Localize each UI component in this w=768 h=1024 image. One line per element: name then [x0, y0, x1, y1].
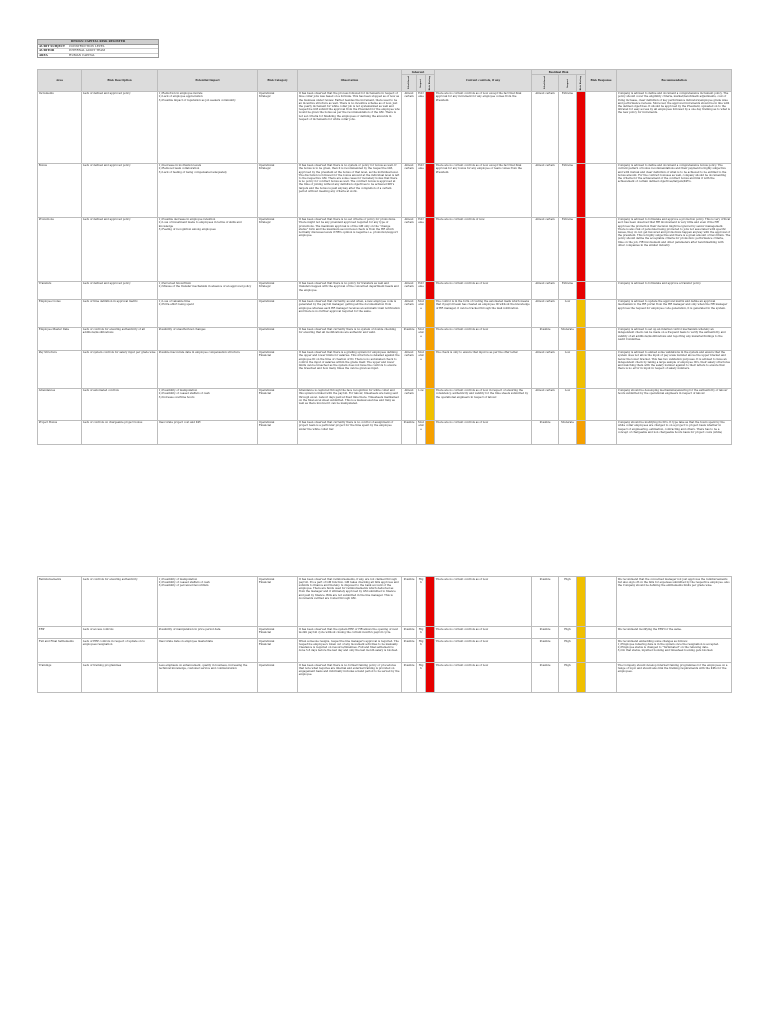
- residual-likelihood-cell: Possible: [532, 327, 559, 350]
- observation-cell: It has been observed that there is no system or policy for bonus as well. If the bonus is to be given, then it is recommended by the respective GM, approved by the president at the bonus of that level, as the individual level. The discretion is followed for the bonus amount at the individual level is left to the respective GM. There are some cases for monetary bonus that there is no policy for contract bonus as well. The contract bonus is approved at the time of joining without any definition objectives to be achieved KPI's targets and the bonus is paid anyway after the completion of a certain period without meeting any criteria at work.: [298, 163, 402, 217]
- risk-description-cell: Lack of time definition in approval matrix: [82, 299, 158, 327]
- area-cell: Promotions: [38, 217, 82, 281]
- area-cell: ERP: [38, 627, 82, 639]
- recommendation-cell: We recommend modifying the ERP for the same.: [617, 627, 732, 639]
- risk-row: [38, 327, 732, 350]
- potential-impact-cell: 1) Possibility of manipulation 2) Possibility of ceased staffers of cash 3) Possibility of perceived favouritism: [158, 577, 258, 627]
- current-controls-cell: There are no current controls of now: [435, 217, 532, 281]
- col-inherent-rating: Risk Rating: [426, 75, 435, 91]
- recommendation-cell: Company is advised to formulate and approve a promotion policy. This is very critical as it has been observed that HR involvement is very little and even if the HR approves the promotion their decision might be ignored by senior management. There is also risk of personnel being promoted to jobs not associated with specific issues, they do not get favoured and promotions happen anyway with the approval of the president. This is highly subjective and there is a great amount of favoritism. The policy should define the acceptable criteria for promotion: performance criteria, time on the job, HR involvement and other parameters after benchmarking with other companies in the similar industry.: [617, 217, 732, 281]
- inherent-likelihood-cell: Almost certain: [402, 388, 417, 420]
- residual-likelihood-cell: Almost certain: [532, 163, 559, 217]
- risk-description-cell: Lack of controls for ensuring authenticity of all additions/modifications: [82, 327, 158, 350]
- current-controls-cell: There are no current controls as of now: [435, 663, 532, 693]
- residual-rating-cell: [577, 327, 586, 350]
- residual-rating-cell: [577, 420, 586, 444]
- residual-likelihood-cell: Possible: [532, 577, 559, 627]
- risk-category-cell: Operational: [258, 663, 298, 693]
- meta-key: AUDIT SUBJECT: [39, 43, 65, 48]
- risk-row: [38, 639, 732, 663]
- risk-category-cell: Operational Financial: [258, 639, 298, 663]
- meta-row: [38, 54, 158, 58]
- inherent-impact-cell: High: [417, 663, 426, 693]
- col-residual: Residual Risk: [532, 70, 586, 75]
- risk-row: [38, 281, 732, 299]
- observation-cell: It has been observed that the system ERP or HR allows the opening of next month payroll cycle without closing the current month's payroll cycle.: [298, 627, 402, 639]
- col-observation: Observation: [298, 70, 402, 92]
- residual-impact-cell: High: [559, 663, 577, 693]
- residual-rating-cell: [577, 217, 586, 281]
- col-risk: Risk Description: [82, 70, 158, 92]
- potential-impact-cell: 1) Possible decrease in employee retention 2) Loss of investment made to employees in terms of skills and knowledge 3) Feeling of recognition among employees: [158, 217, 258, 281]
- risk-row: [38, 299, 732, 327]
- inherent-rating-cell: [426, 281, 435, 299]
- inherent-rating-cell: [426, 639, 435, 663]
- observation-cell: It has been observed that currently there is no system of double checking for ensuring that all modifications are authentic and valid.: [298, 327, 402, 350]
- risk-response-cell: [586, 350, 617, 388]
- meta-value: CONSTRUCTION LEVEL: [69, 43, 105, 48]
- risk-register-table-page2: [37, 576, 732, 693]
- col-area: Area: [38, 70, 82, 92]
- recommendation-cell: Company is advised to update the approval matrix and define an approval mechanism to the HR portal from the HR manager and only when the HR manager approves the request for employee code generation, it is generated in the system.: [617, 299, 732, 327]
- meta-key: AUDITOR: [39, 48, 55, 53]
- potential-impact-cell: Inaccurate data on employee masterdata: [158, 639, 258, 663]
- inherent-impact-cell: Extreme: [417, 217, 426, 281]
- col-inherent: Inherent: [402, 70, 435, 75]
- risk-description-cell: Lack of training programmes: [82, 663, 158, 693]
- inherent-impact-cell: Moderate: [417, 327, 426, 350]
- risk-description-cell: Lack of access controls: [82, 627, 158, 639]
- meta-key: AREA: [39, 52, 48, 57]
- inherent-likelihood-cell: Almost certain: [402, 350, 417, 388]
- inherent-likelihood-cell: Possible: [402, 327, 417, 350]
- page2-body: [38, 577, 732, 693]
- risk-response-cell: [586, 163, 617, 217]
- inherent-likelihood-cell: Almost certain: [402, 299, 417, 327]
- potential-impact-cell: 1) Reduction in employee morale 2) Lack of employee appreciation 3) Possible impact of reputation as job seekers community: [158, 91, 258, 163]
- inherent-rating-cell: [426, 91, 435, 163]
- current-controls-cell: There are no current controls as of now: [435, 639, 532, 663]
- inherent-impact-cell: Moderate: [417, 299, 426, 327]
- inherent-rating-cell: [426, 299, 435, 327]
- residual-likelihood-cell: Possible: [532, 639, 559, 663]
- potential-impact-cell: 1) Loss of valuable time 2) Extra effort being spent: [158, 299, 258, 327]
- recommendation-cell: Company is advised to define and document a comprehensive bonus policy. The current pattern of bonus recommendations and their payment is highly subjective and with mutual and clear definition of what is to be achieved to be entitled to the bonus amount. For the contract bonuses as well, company should be documenting the criteria for the achievement of the contract bonus and link it with the achievement of certain defined objectives/targets/KPI's.: [617, 163, 732, 217]
- risk-description-cell: Lack of controls for ensuring authenticity: [82, 577, 158, 627]
- col-residual-likelihood: Likelihood: [532, 75, 559, 91]
- col-recommendation: Recommendation: [617, 70, 732, 92]
- col-residual-rating: Risk Rating: [577, 75, 586, 91]
- inherent-likelihood-cell: Possible: [402, 639, 417, 663]
- area-cell: Increments: [38, 91, 82, 163]
- recommendation-cell: Company should be modifying its ID's. It type take as that the hours spent by the white collar employees are charged to on a project to project basis whether in respect of engineering, estimation, contracting and others. There has to be a concept of chargeable and non chargeable hours basis for project costs (white): [617, 420, 732, 444]
- recommendation-cell: Company is advised to formulate and approve a transfer policy.: [617, 281, 732, 299]
- area-cell: Transfers: [38, 281, 82, 299]
- residual-impact-cell: Low: [559, 388, 577, 420]
- residual-likelihood-cell: Almost certain: [532, 388, 559, 420]
- residual-likelihood-cell: Possible: [532, 627, 559, 639]
- inherent-impact-cell: Extreme: [417, 281, 426, 299]
- inherent-impact-cell: High: [417, 639, 426, 663]
- area-cell: Employee Master Data: [38, 327, 82, 350]
- area-cell: Bonus: [38, 163, 82, 217]
- inherent-impact-cell: Moderate: [417, 350, 426, 388]
- inherent-rating-cell: [426, 350, 435, 388]
- risk-category-cell: Operational Strategic: [258, 281, 298, 299]
- risk-category-cell: Operational: [258, 299, 298, 327]
- observation-cell: It has been observed that there is no policy for transfers as well and transfers happen with the approval of the concerned department heads and the employee.: [298, 281, 402, 299]
- inherent-rating-cell: [426, 663, 435, 693]
- risk-description-cell: Lack of defined and approved policy: [82, 91, 158, 163]
- area-cell: Trainings: [38, 663, 82, 693]
- current-controls-cell: There are no current controls as of now: [435, 327, 532, 350]
- residual-impact-cell: High: [559, 639, 577, 663]
- current-controls-cell: The check is only to ensure that input is as per the offer letter.: [435, 350, 532, 388]
- area-cell: Attendances: [38, 388, 82, 420]
- risk-response-cell: [586, 388, 617, 420]
- risk-description-cell: Lack of defined and approved policy: [82, 281, 158, 299]
- recommendation-cell: Company is advised to define and document a comprehensive increment policy. The policy should cover the eligibility criteria, market/benchmark adjustments, cost of living increase, clear definition of key performance indicators/employee grade wise and performance reviews. Moreover, the approved increments should be in line with the defined objectives. It should be approved by the President, uploaded on to the intranet for easy access by all employees followed by a one day training as to what is the new policy for increments.: [617, 91, 732, 163]
- inherent-rating-cell: [426, 420, 435, 444]
- recommendation-cell: We recommend embedding some changes as follows: 1) Employee relieving date is in the system once the resignation is accepted. 2) Employee status is changed to "Terminated" on the relieving date. 3) On that status, inputted booking and timesheet booking gets blocked.: [617, 639, 732, 663]
- risk-response-cell: [586, 91, 617, 163]
- area-cell: Project Bonus: [38, 420, 82, 444]
- col-category: Risk Category: [258, 70, 298, 92]
- potential-impact-cell: Less emphasis on enhancement, quality in business, increasing the technical knowledge, customer service and communication: [158, 663, 258, 693]
- risk-row: [38, 663, 732, 693]
- potential-impact-cell: 1) Perceived favouritism 2) Misuse of the transfer mechanism in absence of an approved policy: [158, 281, 258, 299]
- risk-row: [38, 577, 732, 627]
- risk-row: [38, 350, 732, 388]
- residual-likelihood-cell: Almost certain: [532, 217, 559, 281]
- current-controls-cell: There are no current controls as of now in respect of ensuring the consistency, authenticity and validity for the time sheets submitted by the operational engineers in respect of labour.: [435, 388, 532, 420]
- risk-category-cell: Operational Strategic: [258, 163, 298, 217]
- risk-response-cell: [586, 420, 617, 444]
- inherent-likelihood-cell: Almost certain: [402, 281, 417, 299]
- risk-response-cell: [586, 281, 617, 299]
- potential-impact-cell: 1) Possibility of manipulation 2) Possibility of ceased staffers of cash 3) Increase overtime hours: [158, 388, 258, 420]
- col-inherent-likelihood: Likelihood: [402, 75, 417, 91]
- observation-cell: It has been observed that there is a grading system for employees defining the upper and lower limits for salaries. This structure is detailed against the employee ID on the time of creation of ID. There is no automated check to control the input of salaries within the grade itself. The upper and lower limits can be breached as the system does not have the controls to ensure the breached and how many times the can be given as input.: [298, 350, 402, 388]
- area-cell: Reimbursements: [38, 577, 82, 627]
- recommendation-cell: Company is advised to embed some validations in the system and ensure that the system does not allow the input of pay scale number above the upper bracket and below the lower bracket. This has two validation purposes. It is advised to have an independent check by taking a large sample of employee ID's, their salary structures and matching them with the salary number against to their letters to ensure that there is no error in input in respect of salary numbers.: [617, 350, 732, 388]
- report-title: DESIGN CAPITAL RISK REGISTER: [38, 40, 158, 45]
- area-cell: Employee Codes: [38, 299, 82, 327]
- residual-likelihood-cell: Almost certain: [532, 350, 559, 388]
- current-controls-cell: The control is in the form of routing the automated mails which means that if payroll team has created an employee ID without the knowledge of HR manager, it can be tracked through the mail notification.: [435, 299, 532, 327]
- residual-likelihood-cell: Almost certain: [532, 281, 559, 299]
- inherent-impact-cell: High: [417, 627, 426, 639]
- inherent-rating-cell: [426, 327, 435, 350]
- residual-rating-cell: [577, 350, 586, 388]
- inherent-rating-cell: [426, 627, 435, 639]
- current-controls-cell: There are no current controls as of now: [435, 420, 532, 444]
- risk-row: [38, 163, 732, 217]
- risk-category-cell: Operational Strategic: [258, 217, 298, 281]
- inherent-likelihood-cell: Almost certain: [402, 217, 417, 281]
- risk-description-cell: Lack of ERP controls in respect of update on to employees resignation: [82, 639, 158, 663]
- col-residual-impact: Impact: [559, 75, 577, 91]
- residual-rating-cell: [577, 163, 586, 217]
- inherent-impact-cell: Extreme: [417, 163, 426, 217]
- current-controls-cell: There are no current controls as of now except the fact that final approval for any increment for any employee comes from the President.: [435, 91, 532, 163]
- inherent-impact-cell: Low: [417, 388, 426, 420]
- risk-description-cell: Lack of system controls for salary input per grade wise: [82, 350, 158, 388]
- recommendation-cell: Company is advised to set up an internal control mechanism whereby an independent check can be made on a frequent basis to verify the authenticity and validity of all additions/modifications and reporting any material findings to the Audit Committee.: [617, 327, 732, 350]
- risk-category-cell: Operational: [258, 327, 298, 350]
- residual-likelihood-cell: Almost certain: [532, 91, 559, 163]
- page1-body: [38, 91, 732, 444]
- col-response: Risk Response: [586, 70, 617, 92]
- risk-response-cell: [586, 627, 617, 639]
- residual-impact-cell: High: [559, 577, 577, 627]
- report-header-box: [37, 39, 159, 58]
- residual-impact-cell: Extreme: [559, 281, 577, 299]
- inherent-likelihood-cell: Possible: [402, 420, 417, 444]
- risk-category-cell: Operational Financial: [258, 350, 298, 388]
- inherent-likelihood-cell: Almost certain: [402, 163, 417, 217]
- observation-cell: Attendance is captured through the face recognition for white collar and this system is linked with the payroll. For labour, timesheets are being sent through excel. Labour days paid at fixed time there. Timesheets maintained on the final excel sheet submitted. This is a manual exercise and risky as well as there involved it can be manipulated.: [298, 388, 402, 420]
- recommendation-cell: Company should be developing mechanisms/ensuring for the authenticity of labour hours submitted by the operational engineers in respect of labour.: [617, 388, 732, 420]
- current-controls-cell: There are no current controls as of now: [435, 281, 532, 299]
- risk-response-cell: [586, 639, 617, 663]
- risk-response-cell: [586, 217, 617, 281]
- risk-category-cell: Operational Financial: [258, 577, 298, 627]
- potential-impact-cell: Possibility of unauthorized changes: [158, 327, 258, 350]
- observation-cell: When someone resigns, respective line manager's approval is required. The respective employee's token out of any movement activities to be manually. Clearance is required on resource/timelines. Full and final settlement is done 5-6 days before the last day and only the last month salary is blocked.: [298, 639, 402, 663]
- inherent-likelihood-cell: Possible: [402, 663, 417, 693]
- risk-response-cell: [586, 299, 617, 327]
- current-controls-cell: There are no current controls as of now except the fact that final approval for any bonus for any employee or team comes from the President.: [435, 163, 532, 217]
- inherent-rating-cell: [426, 217, 435, 281]
- risk-category-cell: Operational Financial: [258, 388, 298, 420]
- residual-impact-cell: Extreme: [559, 163, 577, 217]
- residual-rating-cell: [577, 577, 586, 627]
- residual-impact-cell: Extreme: [559, 217, 577, 281]
- col-controls: Current controls, if any: [435, 70, 532, 92]
- observation-cell: It has been observed that reimbursements, if any, are not claimed through payroll. It's a part of GM function. GM takes checking all bills approves and submits to finance and thereby. Is disposed to the bank account of the employee. There are funds used for reimbursements which deducted as from the manager and it ultimately approved by GM submitted to finance and paid by finance. Bills are not submitted in the line manager. This is documents verified are routed through GM.: [298, 577, 402, 627]
- meta-value: INTERNAL AUDIT TEAM: [69, 48, 106, 53]
- observation-cell: It has been observed that there is no set criteria or policy for promotions. There might not be any president approved required for any type of promotions. The maximum approval is of the GM only on the "change status" form and the maximum second level check is from the HR which normally discusses levels if HR's opinion is negative i.e. promotion/support employee.: [298, 217, 402, 281]
- inherent-rating-cell: [426, 388, 435, 420]
- risk-category-cell: Operational Strategic: [258, 91, 298, 163]
- risk-description-cell: Lack of defined and approved policy: [82, 163, 158, 217]
- residual-likelihood-cell: Possible: [532, 420, 559, 444]
- residual-impact-cell: Extreme: [559, 91, 577, 163]
- recommendation-cell: We recommend that the concerned manager not just approves the reimbursements but also sign off on the bills for expenses submitted by the respective employee. also the Company should be defining the entitlements limits per grade wise.: [617, 577, 732, 627]
- residual-rating-cell: [577, 627, 586, 639]
- potential-impact-cell: Inaccurate project cost and KPI: [158, 420, 258, 444]
- area-cell: Full and Final Settlements: [38, 639, 82, 663]
- risk-row: [38, 420, 732, 444]
- area-cell: Pay Structure: [38, 350, 82, 388]
- risk-response-cell: [586, 327, 617, 350]
- recommendation-cell: The Company should develop internal training programmes for the employees on a range of topic and should also link the training requirements with the KPIs for the employees.: [617, 663, 732, 693]
- risk-description-cell: Lack of automated controls: [82, 388, 158, 420]
- residual-rating-cell: [577, 91, 586, 163]
- residual-impact-cell: Moderate: [559, 420, 577, 444]
- current-controls-cell: There are no current controls as of now: [435, 577, 532, 627]
- risk-row: [38, 627, 732, 639]
- potential-impact-cell: 1) Decrease in motivation levels 2) Reduced team collaboration 3) Lack of feeling of being compensated adequately: [158, 163, 258, 217]
- observation-cell: It has been observed that currently there is no control of assignment of project team is a particular project for the time spent by the employee under the white collar tier.: [298, 420, 402, 444]
- risk-row: [38, 91, 732, 163]
- observation-cell: It has been observed that the process followed for increments in respect of blue collar jobs was based on a formula. This has been stopped as of now as the business under review. Earlier besides the increment, there used to be an incentive structure as well. There is no incentive scheme as of now, just the yearly increment for white collar job is not systematized as well and respective GM submit the approval from the President for the employee who would be given the bonus as per the recommendation of the GM. There is not set criteria for finalizing the employees or defining the amounts in respect of increments for white collar jobs.: [298, 91, 402, 163]
- observation-cell: It has been observed that currently, as and when, a new employee code is generated by the payroll manager, getting all the documentation from employee whereas each HR manager receives an automatic mail notification and there is no further approval required for the same.: [298, 299, 402, 327]
- residual-rating-cell: [577, 639, 586, 663]
- residual-likelihood-cell: Almost certain: [532, 299, 559, 327]
- risk-row: [38, 217, 732, 281]
- residual-impact-cell: Low: [559, 299, 577, 327]
- potential-impact-cell: Possible inaccurate data in employee compensation structure: [158, 350, 258, 388]
- risk-register-table-page1: [37, 69, 732, 445]
- residual-rating-cell: [577, 663, 586, 693]
- observation-cell: It has been observed that there is no formal training policy or procedures that note what requires are internal and external training is provided on engagement basis and informally includes a hand period to be served by the employee.: [298, 663, 402, 693]
- residual-impact-cell: Low: [559, 350, 577, 388]
- inherent-impact-cell: High: [417, 577, 426, 627]
- residual-impact-cell: Moderate: [559, 327, 577, 350]
- residual-rating-cell: [577, 388, 586, 420]
- risk-category-cell: Operational Financial: [258, 627, 298, 639]
- residual-rating-cell: [577, 299, 586, 327]
- risk-description-cell: Lack of defined and approved policy: [82, 217, 158, 281]
- inherent-impact-cell: Extreme: [417, 91, 426, 163]
- risk-row: [38, 388, 732, 420]
- inherent-impact-cell: Moderate: [417, 420, 426, 444]
- residual-likelihood-cell: Possible: [532, 663, 559, 693]
- risk-category-cell: Operational Financial: [258, 420, 298, 444]
- risk-response-cell: [586, 577, 617, 627]
- inherent-likelihood-cell: Almost certain: [402, 91, 417, 163]
- inherent-likelihood-cell: Possible: [402, 577, 417, 627]
- risk-response-cell: [586, 663, 617, 693]
- inherent-rating-cell: [426, 163, 435, 217]
- risk-description-cell: Lack of controls on chargeable project bonus: [82, 420, 158, 444]
- meta-value: HUMAN CAPITAL: [69, 52, 95, 57]
- inherent-likelihood-cell: Possible: [402, 627, 417, 639]
- current-controls-cell: There are no current controls as of now: [435, 627, 532, 639]
- potential-impact-cell: Possibility of manipulation in price period data: [158, 627, 258, 639]
- col-inherent-impact: Impact: [417, 75, 426, 91]
- residual-impact-cell: High: [559, 627, 577, 639]
- col-impact: Potential Impact: [158, 70, 258, 92]
- residual-rating-cell: [577, 281, 586, 299]
- inherent-rating-cell: [426, 577, 435, 627]
